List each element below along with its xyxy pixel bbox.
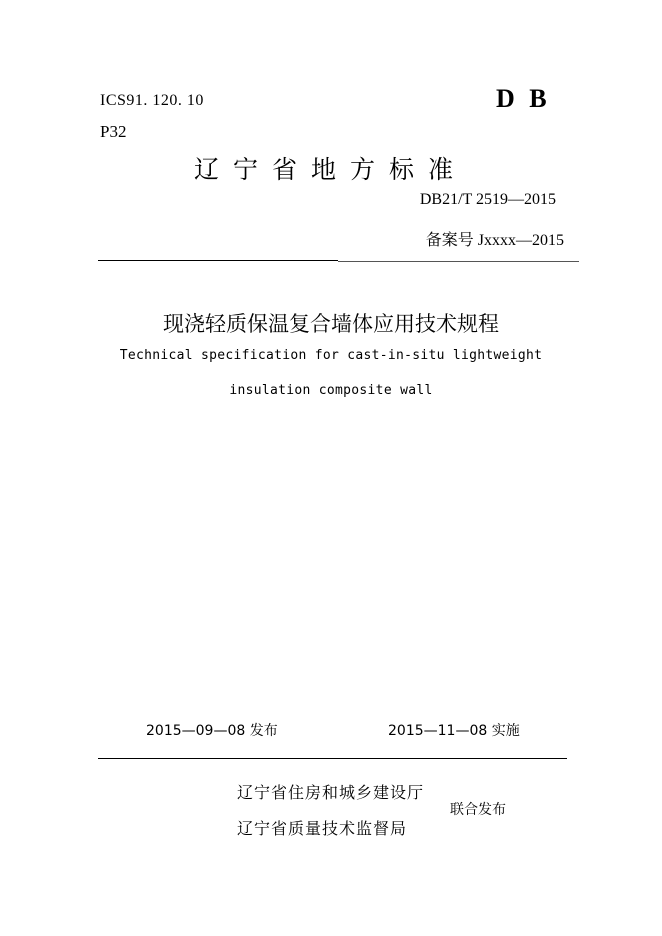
issuer-housing-department: 辽宁省住房和城乡建设厅 — [237, 785, 425, 802]
implementation-date: 2015—11—08 实施 — [388, 723, 520, 739]
top-divider-right — [338, 261, 579, 262]
issuer-quality-bureau: 辽宁省质量技术监督局 — [237, 821, 408, 838]
document-title-zh: 现浇轻质保温复合墙体应用技术规程 — [163, 312, 499, 336]
ccs-code: P32 — [100, 122, 127, 141]
release-date: 2015—09—08 发布 — [146, 723, 278, 739]
document-title-en-line1: Technical specification for cast-in-situ lightweight — [119, 348, 543, 363]
bottom-divider — [98, 758, 567, 759]
ics-code: ICS91. 120. 10 — [100, 92, 204, 109]
joint-issue-label: 联合发布 — [450, 802, 506, 818]
document-title-en-line2: insulation composite wall — [229, 383, 433, 398]
top-divider-left — [98, 260, 338, 261]
db-mark: D B — [496, 84, 551, 113]
standard-type-title: 辽宁省地方标准 — [194, 155, 468, 184]
filing-number: 备案号 Jxxxx—2015 — [425, 232, 564, 249]
standard-number: DB21/T 2519—2015 — [419, 191, 556, 208]
